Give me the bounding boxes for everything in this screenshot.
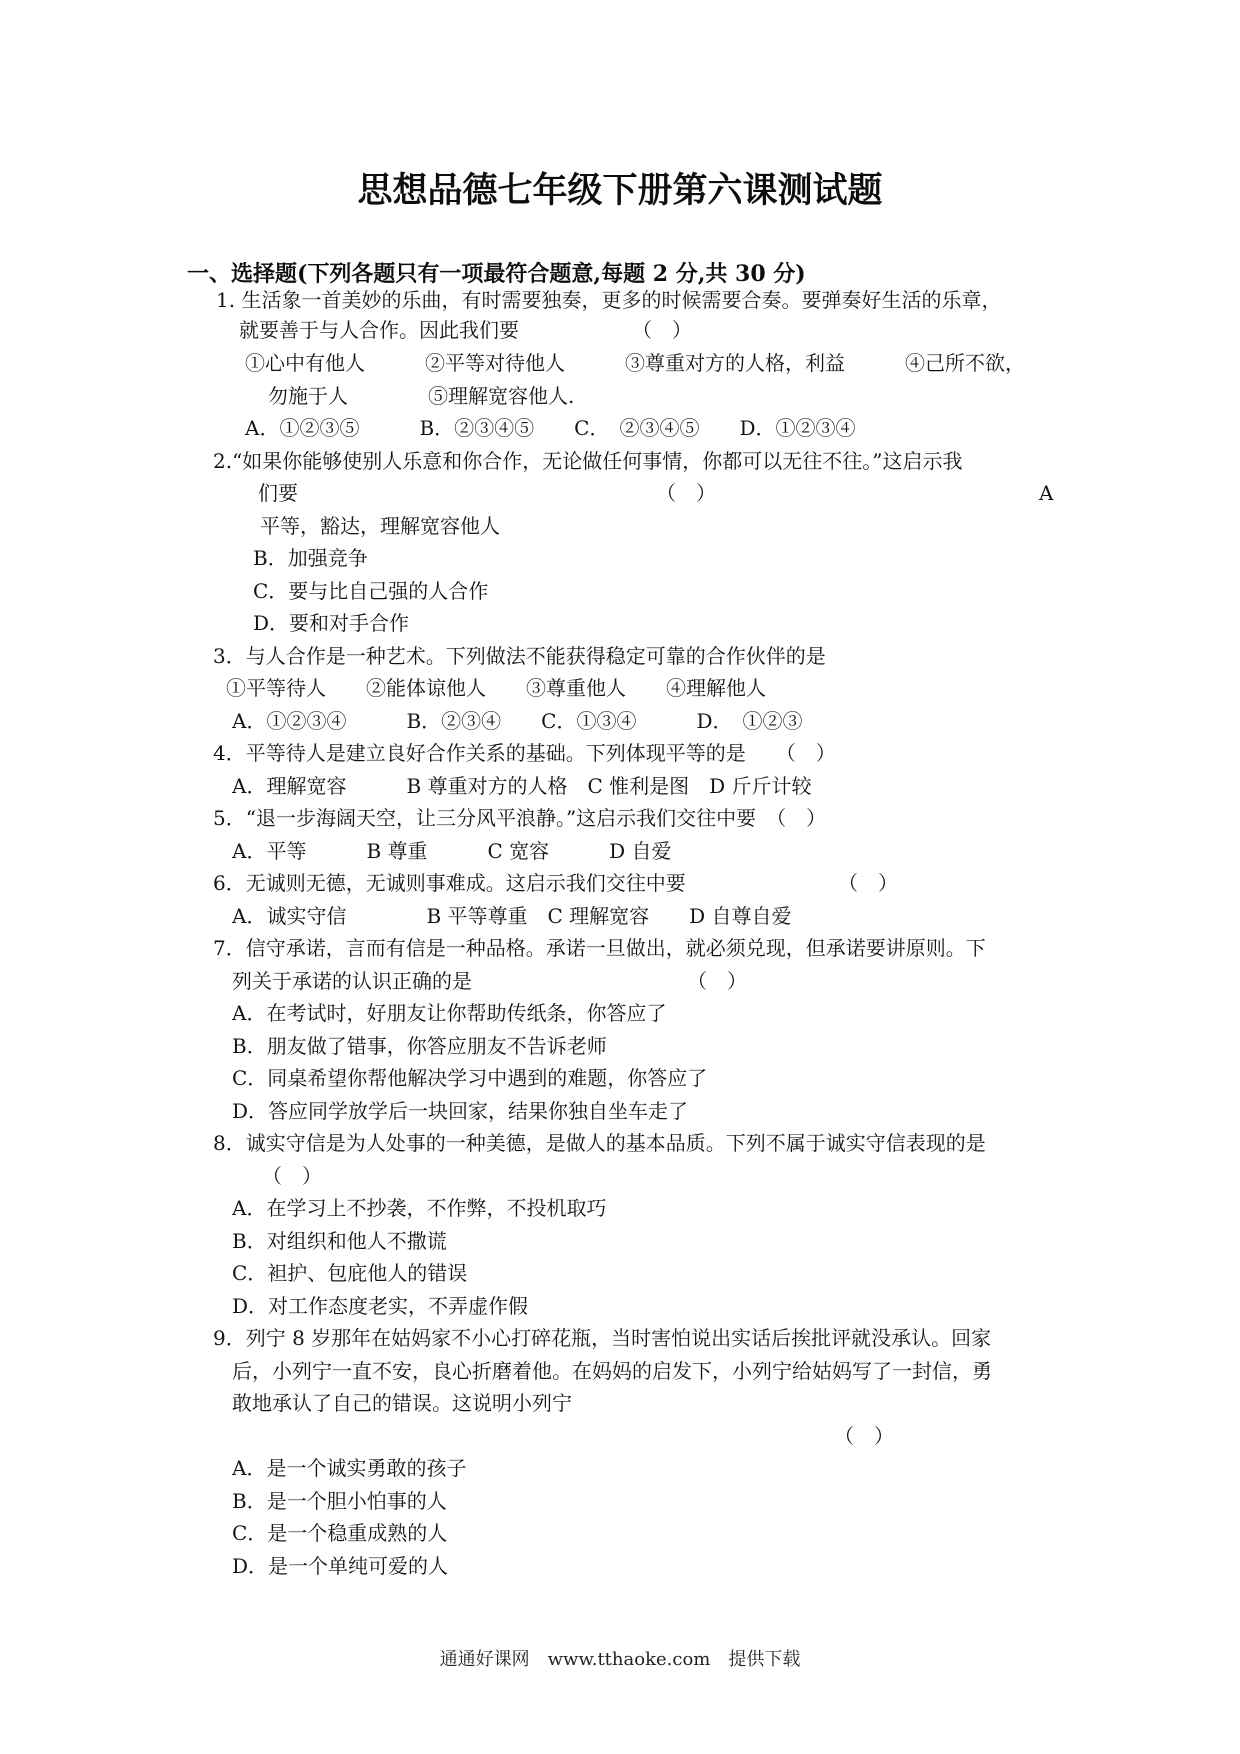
question-4-line-1: 4．平等待人是建立良好合作关系的基础。下列体现平等的是 （ ）	[213, 741, 836, 765]
question-1-line-2: 就要善于与人合作。因此我们要	[239, 318, 519, 342]
page-title: 思想品德七年级下册第六课测试题	[357, 170, 883, 211]
question-3-option-items: ①平等待人 ②能体谅他人 ③尊重他人 ④理解他人	[226, 676, 766, 700]
question-9-line-3: 敢地承认了自己的错误。这说明小列宁	[232, 1391, 572, 1415]
question-9-line-2: 后，小列宁一直不安，良心折磨着他。在妈妈的启发下，小列宁给姑妈写了一封信，勇	[232, 1359, 992, 1383]
question-6-line-1: 6．无诚则无德，无诚则事难成。这启示我们交往中要	[213, 871, 686, 895]
question-9-answer-bracket: （ ）	[834, 1424, 894, 1448]
question-7-option-a: A．在考试时，好朋友让你帮助传纸条，你答应了	[232, 1001, 667, 1025]
question-9-option-c: C．是一个稳重成熟的人	[232, 1521, 448, 1545]
question-8-option-b: B．对组织和他人不撒谎	[232, 1229, 447, 1253]
question-2-answer-bracket: （ ）	[656, 481, 716, 505]
question-2-line-2: 们要	[258, 481, 298, 505]
question-7-line-1: 7．信守承诺，言而有信是一种品格。承诺一旦做出，就必须兑现，但承诺要讲原则。下	[213, 936, 986, 960]
question-8-option-a: A．在学习上不抄袭，不作弊，不投机取巧	[232, 1196, 607, 1220]
question-2-option-c: C．要与比自己强的人合作	[253, 579, 489, 603]
question-8-option-d: D．对工作态度老实，不弄虚作假	[232, 1294, 529, 1318]
question-9-option-a: A．是一个诚实勇敢的孩子	[232, 1456, 467, 1480]
question-1-choices: A．①②③⑤ B．②③④⑤ C． ②③④⑤ D．①②③④	[245, 416, 856, 440]
question-2-line-1: 2.“如果你能够使别人乐意和你合作，无论做任何事情，你都可以无往不往。”这启示我	[213, 449, 963, 473]
question-9-option-d: D．是一个单纯可爱的人	[232, 1554, 449, 1578]
question-1-option-items-cont: 勿施于人 ⑤理解宽容他人.	[268, 384, 575, 408]
question-7-option-d: D．答应同学放学后一块回家，结果你独自坐车走了	[232, 1099, 689, 1123]
question-7-option-c: C．同桌希望你帮他解决学习中遇到的难题，你答应了	[232, 1066, 708, 1090]
question-2-option-a-label: A	[1039, 481, 1054, 505]
question-8-answer-bracket: （ ）	[262, 1164, 322, 1188]
question-9-line-1: 9．列宁 8 岁那年在姑妈家不小心打碎花瓶，当时害怕说出实话后挨批评就没承认。回家	[213, 1326, 992, 1350]
question-8-option-c: C．袒护、包庇他人的错误	[232, 1261, 468, 1285]
question-6-choices: A．诚实守信 B 平等尊重 C 理解宽容 D 自尊自爱	[232, 904, 792, 928]
question-1-option-items: ①心中有他人 ②平等对待他人 ③尊重对方的人格，利益 ④己所不欲，	[245, 351, 1025, 375]
question-8-line-1: 8．诚实守信是为人处事的一种美德，是做人的基本品质。下列不属于诚实守信表现的是	[213, 1131, 986, 1155]
question-3-choices: A．①②③④ B．②③④ C．①③④ D． ①②③	[232, 709, 803, 733]
question-6-answer-bracket: （ ）	[838, 871, 898, 895]
section-heading: 一、选择题(下列各题只有一项最符合题意,每题 2 分,共 30 分)	[187, 261, 806, 287]
question-4-choices: A．理解宽容 B 尊重对方的人格 C 惟利是图 D 斤斤计较	[232, 774, 812, 798]
question-2-option-d: D．要和对手合作	[253, 611, 410, 635]
question-7-option-b: B．朋友做了错事，你答应朋友不告诉老师	[232, 1034, 607, 1058]
question-5-choices: A．平等 B 尊重 C 宽容 D 自爱	[232, 839, 672, 863]
question-2-option-b: B．加强竞争	[253, 546, 368, 570]
question-5-line-1: 5．“退一步海阔天空，让三分风平浪静。”这启示我们交往中要 （ ）	[213, 806, 827, 830]
question-9-option-b: B．是一个胆小怕事的人	[232, 1489, 447, 1513]
question-7-answer-bracket: （ ）	[687, 969, 747, 993]
question-1-line-1: 1. 生活象一首美妙的乐曲，有时需要独奏，更多的时候需要合奏。要弹奏好生活的乐章，	[216, 288, 1002, 312]
page-footer: 通通好课网 www.tthaoke.com 提供下载	[439, 1649, 801, 1670]
question-3-line-1: 3．与人合作是一种艺术。下列做法不能获得稳定可靠的合作伙伴的是	[213, 644, 826, 668]
question-7-line-2: 列关于承诺的认识正确的是	[232, 969, 472, 993]
question-2-option-a: 平等，豁达，理解宽容他人	[260, 514, 500, 538]
question-1-answer-bracket: （ ）	[632, 318, 692, 342]
